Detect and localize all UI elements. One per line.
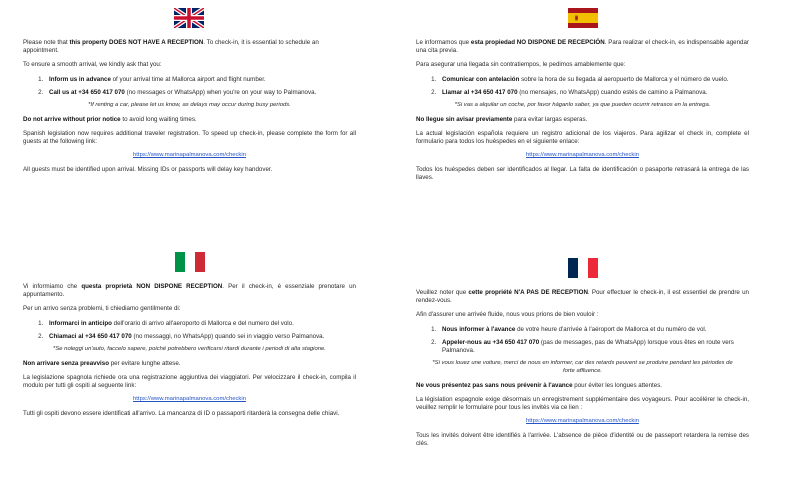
list-item: 2. Chiamaci al +34 650 417 070 (no messaggi, no WhatsApp) quando sei in viaggio verso Palmanova. <box>45 333 356 341</box>
steps-list <box>23 320 356 341</box>
uk-flag-icon <box>174 8 204 28</box>
list-item: 1. Inform us in advance of your arrival time at Mallorca airport and flight number. <box>45 76 356 84</box>
id-note: Tous les invités doivent être identifiés à l'arrivée. L'absence de pièce d'identité ou de passeport retardera la remise des clés. <box>416 432 749 448</box>
list-item: 2. Appeler-nous au +34 650 417 070 (pas de messages, pas de WhatsApp) lorsque vous êtes en route vers Palmanova. <box>438 339 749 355</box>
ensure-text: Afin d'assurer une arrivée fluide, nous vous prions de bien vouloir : <box>416 311 599 319</box>
list-item: 2. Call us at +34 650 417 070 (no messages or WhatsApp) when you're on your way to Palmanova. <box>45 89 356 97</box>
car-note: *Si vous louez une voiture, merci de nous en informer, car des retards peuvent se produire pendant les périodes de forte affluence. <box>432 360 733 374</box>
intro-text: Veuillez noter que cette propriété N'A PAS DE RECEPTION. Pour effectuer le check-in, il est essentiel de prendre un rendez-vous. <box>416 289 749 305</box>
car-note: *Si vas a alquilar un coche, por favor háganlo saber, ya que pueden ocurrir retrasos en la entrega. <box>454 101 711 108</box>
notice-text: Non arrivare senza preavviso per evitare lunghe attese. <box>23 359 181 367</box>
notice-text: No llegue sin avisar previamente para evitar largas esperas. <box>416 115 588 123</box>
list-item: 1. Comunicar con antelación sobre la hora de su llegada al aeropuerto de Mallorca y el número de vuelo. <box>438 76 749 84</box>
steps-list <box>23 76 356 97</box>
legislation-text: La legislazione spagnola richiede ora una registrazione aggiuntiva dei viaggiatori. Per velocizzare il check-in, compila il modulo per tutti gli ospiti al seguente link: <box>23 373 356 390</box>
notice-text: Do not arrive without prior notice to avoid long waiting times. <box>23 115 197 123</box>
car-note: *Se noleggi un'auto, faccelo sapere, poiché potrebbero verificarsi ritardi durante i periodi di alta stagione. <box>53 345 326 352</box>
checkin-link[interactable]: https://www.marinapalmanova.com/checkin <box>526 418 639 425</box>
id-note: Tutti gli ospiti devono essere identificati all'arrivo. La mancanza di ID o passaporti ritarderà la consegna delle chiavi. <box>23 410 340 418</box>
list-item: 1. Nous informer à l'avance de votre heure d'arrivée à l'aéroport de Mallorca et du numéro de vol. <box>438 326 749 334</box>
ensure-text: Per un arrivo senza problemi, ti chiediamo gentilmente di: <box>23 305 181 313</box>
checkin-link[interactable]: https://www.marinapalmanova.com/checkin <box>133 152 246 159</box>
italy-flag-icon <box>175 252 205 272</box>
intro-text: Vi informiamo che questa proprietà NON DISPONE RECEPTION. Per il check-in, è essenziale prenotare un appuntamento. <box>23 283 356 299</box>
ensure-text: Para asegurar una llegada sin contratiempos, le pedimos amablemente que: <box>416 61 626 69</box>
id-note: Todos los huéspedes deben ser identificados al llegar. La falta de identificación o pasaporte retrasará la entrega de las llaves. <box>416 166 749 182</box>
legislation-text: La législation espagnole exige désormais un enregistrement supplémentaire des voyageurs. Pour accélérer le check-in, veuillez remplir le formulaire pour tous les invités via ce lien : <box>416 395 749 412</box>
car-note: *If renting a car, please let us know, as delays may occur during busy periods. <box>88 101 291 108</box>
checkin-link[interactable]: https://www.marinapalmanova.com/checkin <box>133 396 246 403</box>
legislation-text: La actual legislación española requiere un registro adicional de los viajeros. Para agilizar el check in, complete el formulario para todos los huéspedes en el siguiente enlace: <box>416 129 749 146</box>
checkin-link[interactable]: https://www.marinapalmanova.com/checkin <box>526 152 639 159</box>
french-section <box>416 258 749 454</box>
spain-flag-icon <box>568 8 598 28</box>
english-section <box>23 8 356 180</box>
legislation-text: Spanish legislation now requires additional traveler registration. To speed up check-in, please complete the form for all guests at the following link: <box>23 129 356 146</box>
list-item: 2. Llamar al +34 650 417 070 (no mensajes, no WhatsApp) cuando estés de camino a Palmanova. <box>438 89 749 97</box>
spanish-section <box>416 8 749 188</box>
steps-list <box>416 326 749 356</box>
intro-text: Please note that this property DOES NOT HAVE A RECEPTION. To check-in, it is essential to schedule an appointment. <box>23 39 319 55</box>
ensure-text: To ensure a smooth arrival, we kindly ask that you: <box>23 61 162 69</box>
list-item: 1. Informarci in anticipo dell'orario di arrivo all'aeroporto di Mallorca e del numero del volo. <box>45 320 356 328</box>
notice-text: Ne vous présentez pas sans nous prévenir à l'avance pour éviter les longues attentes. <box>416 381 663 389</box>
italian-section <box>23 252 356 424</box>
france-flag-icon <box>568 258 598 278</box>
id-note: All guests must be identified upon arrival. Missing IDs or passports will delay key handover. <box>23 166 273 174</box>
steps-list <box>416 76 749 97</box>
intro-text: Le informamos que esta propiedad NO DISPONE DE RECEPCIÓN. Para realizar el check-in, es indispensable agendar una cita previa. <box>416 39 749 55</box>
